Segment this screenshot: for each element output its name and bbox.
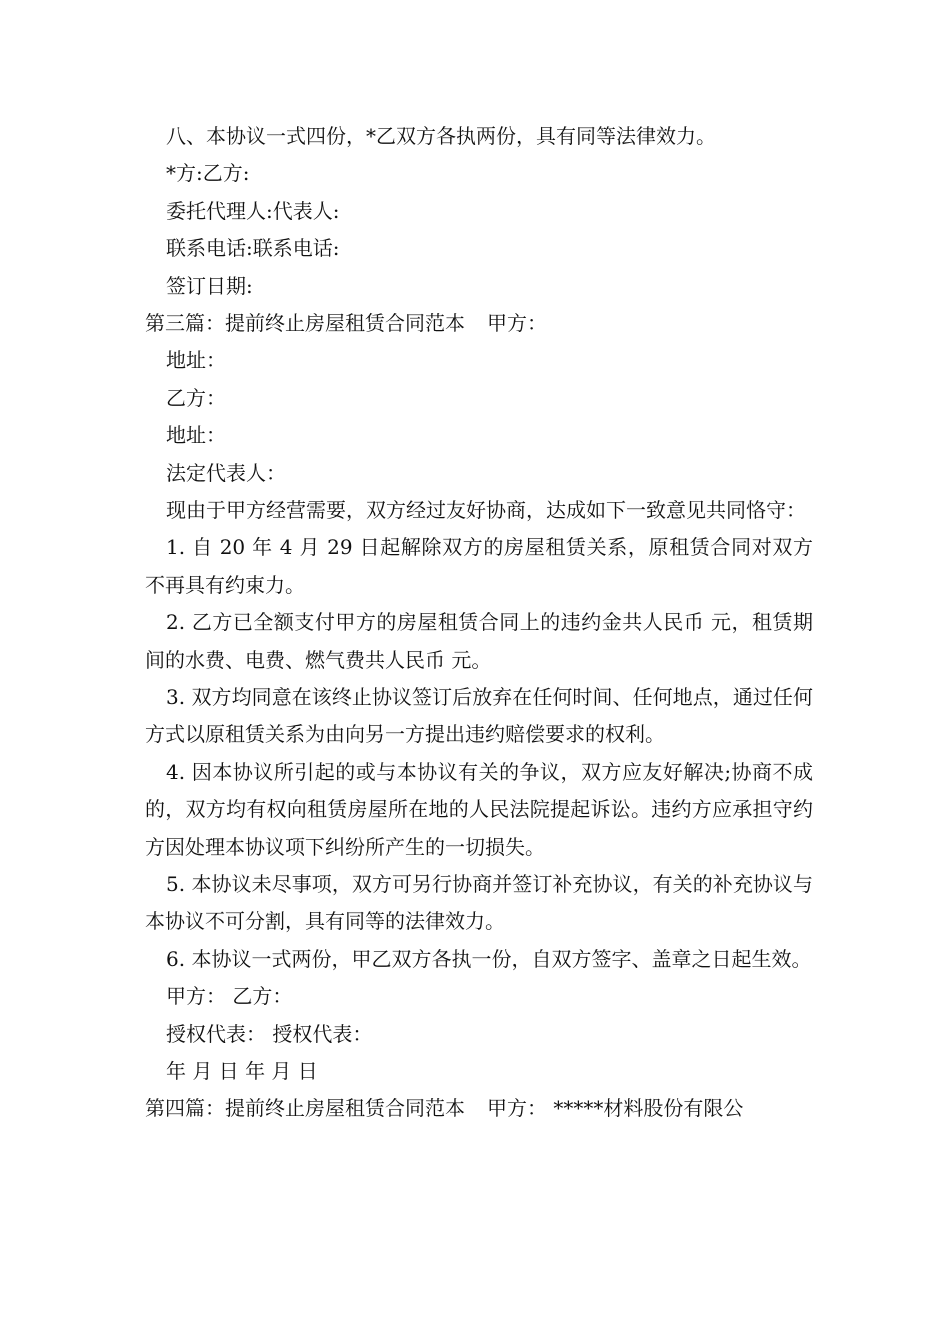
clause-item-1: 1. 自 20 年 4 月 29 日起解除双方的房屋租赁关系，原租赁合同对双方不再具有约束力。 [145,535,813,597]
clause-item-4: 4. 因本协议所引起的或与本协议有关的争议，双方应友好解决;协商不成的，双方均有权向租赁房屋所在地的人民法院提起诉讼。违约方应承担守约方因处理本协议项下纠纷所产生的一切损失。 [145,759,813,859]
agent-line: 委托代理人:代表人: [166,198,340,223]
sign-date-line: 签订日期: [166,273,253,298]
address-a: 地址： [166,348,226,373]
clause-item-3: 3. 双方均同意在该终止协议签订后放弃在任何时间、任何地点，通过任何方式以原租赁关系为由向另一方提出违约赔偿要求的权利。 [145,684,813,747]
section-three-title: 第三篇：提前终止房屋租赁合同范本 [145,310,465,335]
clause-item-2: 2. 乙方已全额支付甲方的房屋租赁合同上的违约金共人民币 元，租赁期间的水费、电费、燃气费共人民币 元。 [145,610,813,672]
intro-paragraph: 现由于甲方经营需要，双方经过友好协商，达成如下一致意见共同恪守： [166,497,806,522]
address-b: 地址： [166,423,226,448]
section-four-title: 第四篇：提前终止房屋租赁合同范本 [145,1096,465,1121]
clause-item-6: 6. 本协议一式两份，甲乙双方各执一份，自双方签字、盖章之日起生效。 [166,946,812,971]
party-b: 乙方： [166,385,226,410]
clause-item-5: 5. 本协议未尽事项，双方可另行协商并签订补充协议，有关的补充协议与本协议不可分割，具有同等的法律效力。 [145,871,813,934]
section-three-heading [145,305,813,342]
legal-representative: 法定代表人： [166,460,286,485]
signature-parties: 甲方： 乙方： [166,984,293,1009]
section-four-heading [145,1090,813,1127]
document-body [145,118,813,1128]
section-four-party-a: 甲方： *****材料股份有限公 [487,1096,744,1121]
signature-representatives: 授权代表： 授权代表： [166,1021,373,1046]
clause-eight: 八、本协议一式四份，*乙双方各执两份，具有同等法律效力。 [166,124,716,148]
signature-dates: 年 月 日 年 月 日 [166,1058,318,1083]
party-line: *方:乙方: [166,161,250,186]
section-three-party-a: 甲方： [487,310,547,335]
phone-line: 联系电话:联系电话: [166,236,340,261]
